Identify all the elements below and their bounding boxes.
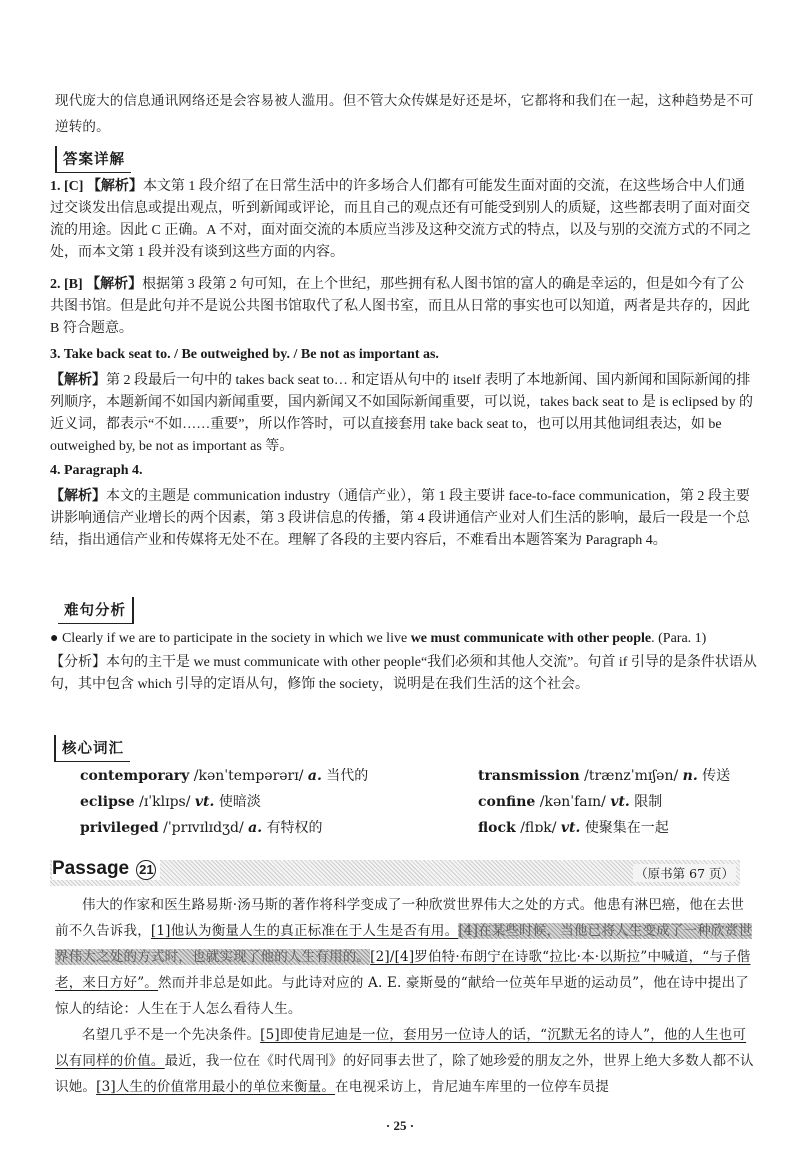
passage-body — [55, 892, 755, 1100]
vocab-entry — [478, 791, 662, 811]
sentence-analysis: 本句的主干是 we must communicate with other people“我们必须和其他人交流”。句首 if 引导的是条件状语从句，其中包含 which 引导的定语从句，修饰 the society，说明是在我们生活的这个社会。 — [50, 655, 757, 692]
sentence-main-clause: we must communicate with other people — [410, 631, 652, 646]
vocab-pos: a. — [307, 768, 322, 784]
vocab-word: transmission — [478, 768, 580, 784]
analysis-tag: 【解析】 — [50, 373, 106, 388]
answer-number: 3. — [50, 347, 61, 362]
answer-heading: Paragraph 4. — [64, 463, 143, 478]
answer-item-2 — [50, 274, 755, 340]
vocab-pos: vt. — [610, 794, 630, 810]
vocab-entry — [80, 817, 323, 837]
underlined-sentence: [5]即使肯尼迪是一位，套用另一位诗人的话，“沉默无名的诗人”，他的人生也可以有同样的价值。 — [55, 1027, 747, 1069]
analysis-tag: 【解析】 — [86, 179, 143, 194]
passage-label-text: Passage — [52, 858, 130, 879]
vocab-phonetic: /trænzˈmɪʃən/ — [584, 768, 679, 784]
vocab-entry — [478, 765, 730, 785]
answer-item-4 — [50, 460, 755, 552]
answer-explanation: 根据第 3 段第 2 句可知，在上个世纪，那些拥有私人图书馆的富人的确是幸运的，但是如今有了公共图书馆。但是此句并不是说公共图书馆取代了私人图书室，而且从日常的事实也可以知道，两者是共存的，因此 B 符合题意。 — [50, 277, 750, 336]
passage-text-run: 最近，我一位在《时代周刊》的好同事去世了，除了她珍爱的朋友之外，世界上绝大多数人都不认识她。 — [55, 1053, 754, 1095]
vocab-word: contemporary — [80, 768, 190, 784]
passage-number-badge: 21 — [136, 860, 156, 880]
difficult-sentence-block — [50, 628, 760, 696]
answer-explanation: 第 2 段最后一句中的 takes back seat to… 和定语从句中的 itself 表明了本地新闻、国内新闻和国际新闻的排列顺序，本题新闻不如国内新闻重要，国内新闻又不如国际新闻重要，可以说，takes back seat to 是 is eclipsed by 的近义词，都表示“不如……重要”，所以作答时，可以直接套用 take back seat to，也可以用其他词组表达，如 be outweighed by, be not as important as 等。 — [50, 373, 754, 454]
vocab-phonetic: /kənˈtempərərɪ/ — [193, 768, 304, 784]
answer-number: 1. [C] — [50, 179, 84, 194]
underlined-sentence: [3]人生的价值常用最小的单位来衡量。 — [96, 1079, 336, 1095]
analysis-tag: 【解析】 — [50, 489, 106, 504]
vocab-meaning: 使聚集在一起 — [584, 820, 669, 836]
answer-number: 4. — [50, 463, 61, 478]
vocab-meaning: 传送 — [702, 768, 731, 784]
analysis-tag: 【解析】 — [86, 277, 143, 292]
vocab-meaning: 当代的 — [326, 768, 369, 784]
vocab-entry — [478, 817, 669, 837]
answer-explanation: 本文第 1 段介绍了在日常生活中的许多场合人们都有可能发生面对面的交流，在这些场合中人们通过交谈发出信息或提出观点，听到新闻或评论，而且自己的观点还有可能受到别人的质疑，这些都表明了面对面交流的用途。因此 C 正确。A 不对，面对面交流的本质应当涉及这种交流方式的特点，以及与别的交流方式的不同之处，而本文第 1 段并没有谈到这些方面的内容。 — [50, 179, 752, 260]
vocab-word: confine — [478, 794, 536, 810]
vocab-phonetic: /flɒk/ — [520, 820, 557, 836]
vocab-word: flock — [478, 820, 516, 836]
vocab-pos: vt. — [560, 820, 581, 836]
answer-heading: Take back seat to. / Be outweighed by. / Be not as important as. — [63, 347, 439, 362]
underlined-sentence: [1]他认为衡量人生的真正标准在于人生是否有用。 — [150, 923, 459, 939]
vocab-entry — [80, 791, 261, 811]
passage-text-run: 伟大的作家和医生路易斯·汤马斯的著作将科学变成了一种欣赏世界伟大之处的方式。他患有淋巴癌，他在去世前不久告诉我， — [55, 897, 745, 939]
answer-explanation: 本文的主题是 communication industry（通信产业），第 1 段主要讲 face-to-face communication，第 2 段主要讲影响通信产业增长的两个因素，第 3 段讲信息的传播，第 4 段讲通信产业对人们生活的影响，最后一段是一个总结，指出通信产业和传媒将无处不在。理解了各段的主要内容后，不难看出本题答案为 Paragraph 4。 — [50, 489, 750, 548]
passage-label — [52, 858, 160, 880]
answer-section-title: 答案详解 — [55, 146, 131, 173]
sentence-plain-end: . (Para. 1) — [651, 631, 707, 646]
difficult-sentence-title: 难句分析 — [58, 597, 134, 624]
analysis-tag: 【分析】 — [50, 655, 106, 670]
passage-paragraph-1 — [55, 892, 755, 1022]
answer-item-1 — [50, 176, 755, 264]
vocab-phonetic: /ˈprɪvɪlɪdʒd/ — [163, 820, 244, 836]
vocab-word: eclipse — [80, 794, 135, 810]
vocab-word: privileged — [80, 820, 159, 836]
passage-paragraph-2 — [55, 1022, 755, 1100]
vocab-entry — [80, 765, 368, 785]
passage-text-run: 然而并非总是如此。与此诗对应的 A. E. 豪斯曼的“献给一位英年早逝的运动员”，他在诗中提出了惊人的结论：人生在于人怎么看待人生。 — [55, 975, 749, 1017]
answer-number: 2. [B] — [50, 277, 83, 292]
page-number: · 25 · — [385, 1118, 415, 1133]
bullet-icon: ● — [50, 631, 59, 646]
vocab-pos: vt. — [194, 794, 215, 810]
vocab-phonetic: /kənˈfaɪn/ — [539, 794, 606, 810]
underlined-sentence: [2]/[4]罗伯特·布朗宁在诗歌“拉比·本·以斯拉”中喊道，“与子偕老，来日方好”。 — [55, 949, 751, 991]
passage-text-run: 名望几乎不是一个先决条件。 — [82, 1027, 261, 1043]
vocab-meaning: 使暗淡 — [218, 794, 261, 810]
sentence-plain-start: Clearly if we are to participate in the society in which we live — [61, 631, 411, 646]
vocabulary-title: 核心词汇 — [54, 735, 130, 762]
vocab-meaning: 有特权的 — [266, 820, 323, 836]
passage-text-run: 在电视采访上，肯尼迪车库里的一位停车员提 — [335, 1079, 610, 1095]
vocab-meaning: 限制 — [634, 794, 663, 810]
vocab-pos: n. — [682, 768, 698, 784]
vocab-pos: a. — [248, 820, 263, 836]
intro-paragraph: 现代庞大的信息通讯网络还是会容易被人滥用。但不管大众传媒是好还是坏，它都将和我们在一起，这种趋势是不可逆转的。 — [55, 93, 754, 135]
passage-source-ref: （原书第 67 页） — [635, 866, 734, 881]
vocab-phonetic: /ɪˈklɪps/ — [139, 794, 191, 810]
highlighted-sentence: [4]在某些时候，当他已将人生变成了一种欣赏世界伟大之处的方式时，也就实现了他的人生有用的。 — [55, 923, 753, 965]
answer-item-3 — [50, 344, 755, 458]
